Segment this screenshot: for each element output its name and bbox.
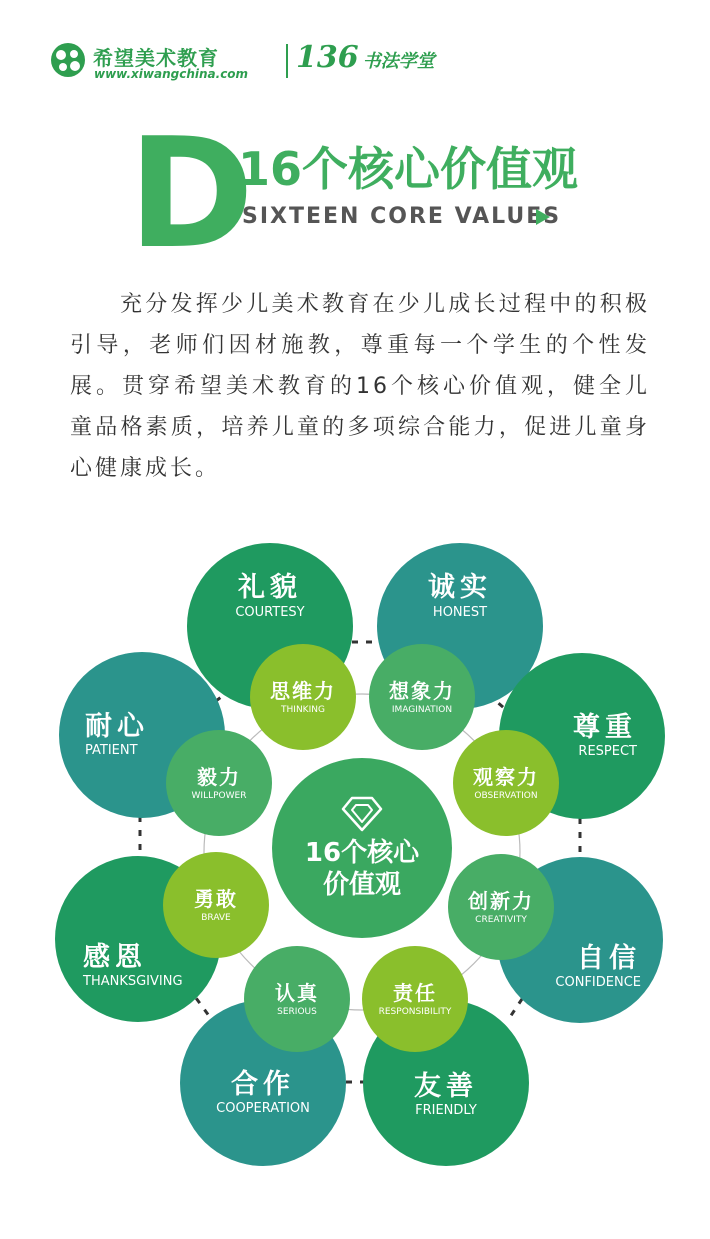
value-responsibility <box>362 946 468 1052</box>
value-brave-en: BRAVE <box>201 913 231 923</box>
value-patient-cn: 耐心 <box>85 710 149 742</box>
value-cooperation-en: COOPERATION <box>216 1101 310 1117</box>
value-willpower <box>166 730 272 836</box>
brand-logo-icon <box>50 42 86 78</box>
value-friendly-cn: 友善 <box>414 1070 478 1102</box>
value-friendly-en: FRIENDLY <box>415 1103 477 1119</box>
diamond-icon <box>340 795 384 833</box>
center-core-values <box>272 758 452 938</box>
value-serious-en: SERIOUS <box>277 1007 317 1017</box>
values-diagram <box>0 500 710 1180</box>
value-thinking-cn: 思维力 <box>270 679 336 703</box>
value-responsibility-cn: 责任 <box>393 981 437 1005</box>
brand-header <box>50 40 435 90</box>
value-confidence-en: CONFIDENCE <box>555 975 641 991</box>
section-subtitle: SIXTEEN CORE VALUES <box>242 204 562 229</box>
value-thanksgiving-en: THANKSGIVING <box>83 974 183 990</box>
value-creativity <box>448 854 554 960</box>
brand-name: 希望美术教育 <box>93 46 219 70</box>
intro-paragraph: 充分发挥少儿美术教育在少儿成长过程中的积极引导，老师们因材施教，尊重每一个学生的个性发展。贯穿希望美术教育的16个核心价值观，健全儿童品格素质，培养儿童的多项综合能力，促进儿童身心健康成长。 <box>70 292 650 481</box>
value-courtesy-cn: 礼貌 <box>238 572 302 603</box>
value-imagination-en: IMAGINATION <box>391 705 453 715</box>
value-serious <box>244 946 350 1052</box>
value-thanksgiving-cn: 感恩 <box>83 941 147 973</box>
value-creativity-cn: 创新力 <box>468 889 534 913</box>
value-respect-cn: 尊重 <box>573 711 637 743</box>
value-brave <box>163 852 269 958</box>
value-creativity-en: CREATIVITY <box>475 915 527 925</box>
sub-brand-logo <box>296 40 435 75</box>
value-courtesy-en: COURTESY <box>235 604 305 620</box>
value-imagination <box>369 644 475 750</box>
sub-brand-text: 书法学堂 <box>362 51 435 72</box>
section-title: 16个核心价值观 <box>238 142 579 196</box>
value-patient-en: PATIENT <box>85 743 138 759</box>
center-title-line2: 价值观 <box>322 870 401 900</box>
value-respect-en: RESPECT <box>578 744 637 760</box>
brand-url: www.xiwangchina.com <box>94 67 249 81</box>
value-observation <box>453 730 559 836</box>
sub-brand-number: 136 <box>296 40 359 75</box>
value-observation-en: OBSERVATION <box>474 791 538 801</box>
value-brave-cn: 勇敢 <box>194 887 238 911</box>
value-confidence-cn: 自信 <box>577 942 641 974</box>
value-willpower-cn: 毅力 <box>197 765 241 789</box>
value-imagination-cn: 想象力 <box>389 679 455 703</box>
section-letter: D <box>128 105 255 282</box>
center-title-line1: 16个核心 <box>304 837 420 868</box>
value-responsibility-en: RESPONSIBILITY <box>378 1007 452 1017</box>
value-cooperation-cn: 合作 <box>231 1068 295 1100</box>
brand-divider <box>286 44 288 78</box>
value-honest-en: HONEST <box>432 604 488 620</box>
value-thinking-en: THINKING <box>281 705 325 715</box>
play-arrow-icon <box>536 209 550 225</box>
value-willpower-en: WILLPOWER <box>191 791 247 801</box>
value-thinking <box>250 644 356 750</box>
value-serious-cn: 认真 <box>275 981 319 1005</box>
value-honest-cn: 诚实 <box>428 572 492 603</box>
value-observation-cn: 观察力 <box>473 765 539 789</box>
